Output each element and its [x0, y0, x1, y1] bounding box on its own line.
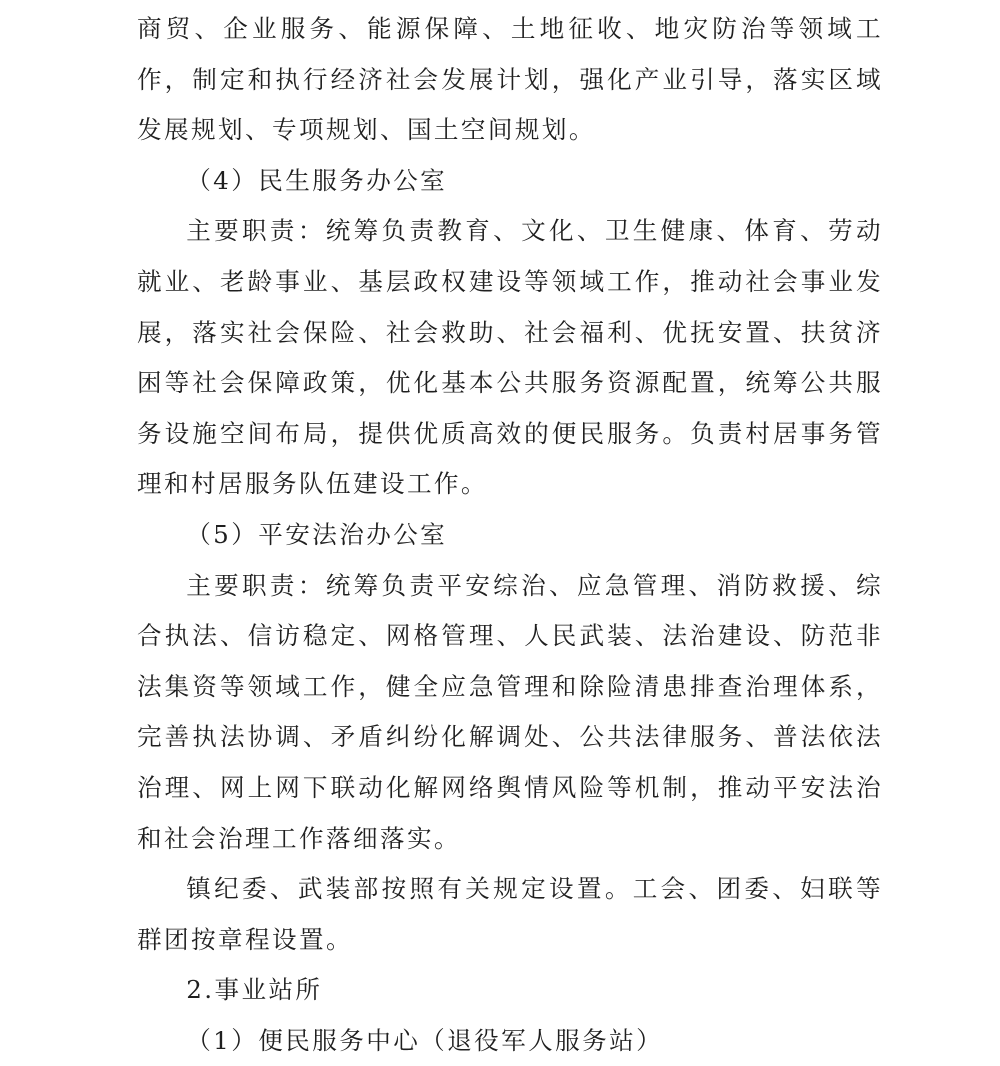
paragraph-organizations: 镇纪委、武装部按照有关规定设置。工会、团委、妇联等群团按章程设置。 — [137, 874, 883, 954]
section-heading-pingan-office: （5）平安法治办公室 — [186, 519, 448, 549]
section-heading-public-institutions: 2.事业站所 — [186, 975, 323, 1005]
section-heading-minsheng-office: （4）民生服务办公室 — [186, 165, 448, 195]
paragraph-pingan-duties: 主要职责：统筹负责平安综治、应急管理、消防救援、综合执法、信访稳定、网格管理、人民武装、法治建设、防范非法集资等领域工作，健全应急管理和除险清患排查治理体系，完善执法协调、矛盾纠纷化解调处、公共法律服务、普法依法治理、网上网下联动化解网络舆情风险等机制，推动平安法治和社会治理工作落细落实。 — [137, 570, 883, 853]
paragraph-minsheng-duties: 主要职责：统筹负责教育、文化、卫生健康、体育、劳动就业、老龄事业、基层政权建设等领域工作，推动社会事业发展，落实社会保险、社会救助、社会福利、优抚安置、扶贫济困等社会保障政策，优化基本公共服务资源配置，统筹公共服务设施空间布局，提供优质高效的便民服务。负责村居事务管理和村居服务队伍建设工作。 — [137, 216, 883, 499]
section-heading-service-center: （1）便民服务中心（退役军人服务站） — [186, 1025, 664, 1055]
paragraph-continuation: 商贸、企业服务、能源保障、土地征收、地灾防治等领域工作，制定和执行经济社会发展计划，强化产业引导，落实区域发展规划、专项规划、国土空间规划。 — [137, 14, 883, 145]
document-page — [137, 4, 883, 1066]
